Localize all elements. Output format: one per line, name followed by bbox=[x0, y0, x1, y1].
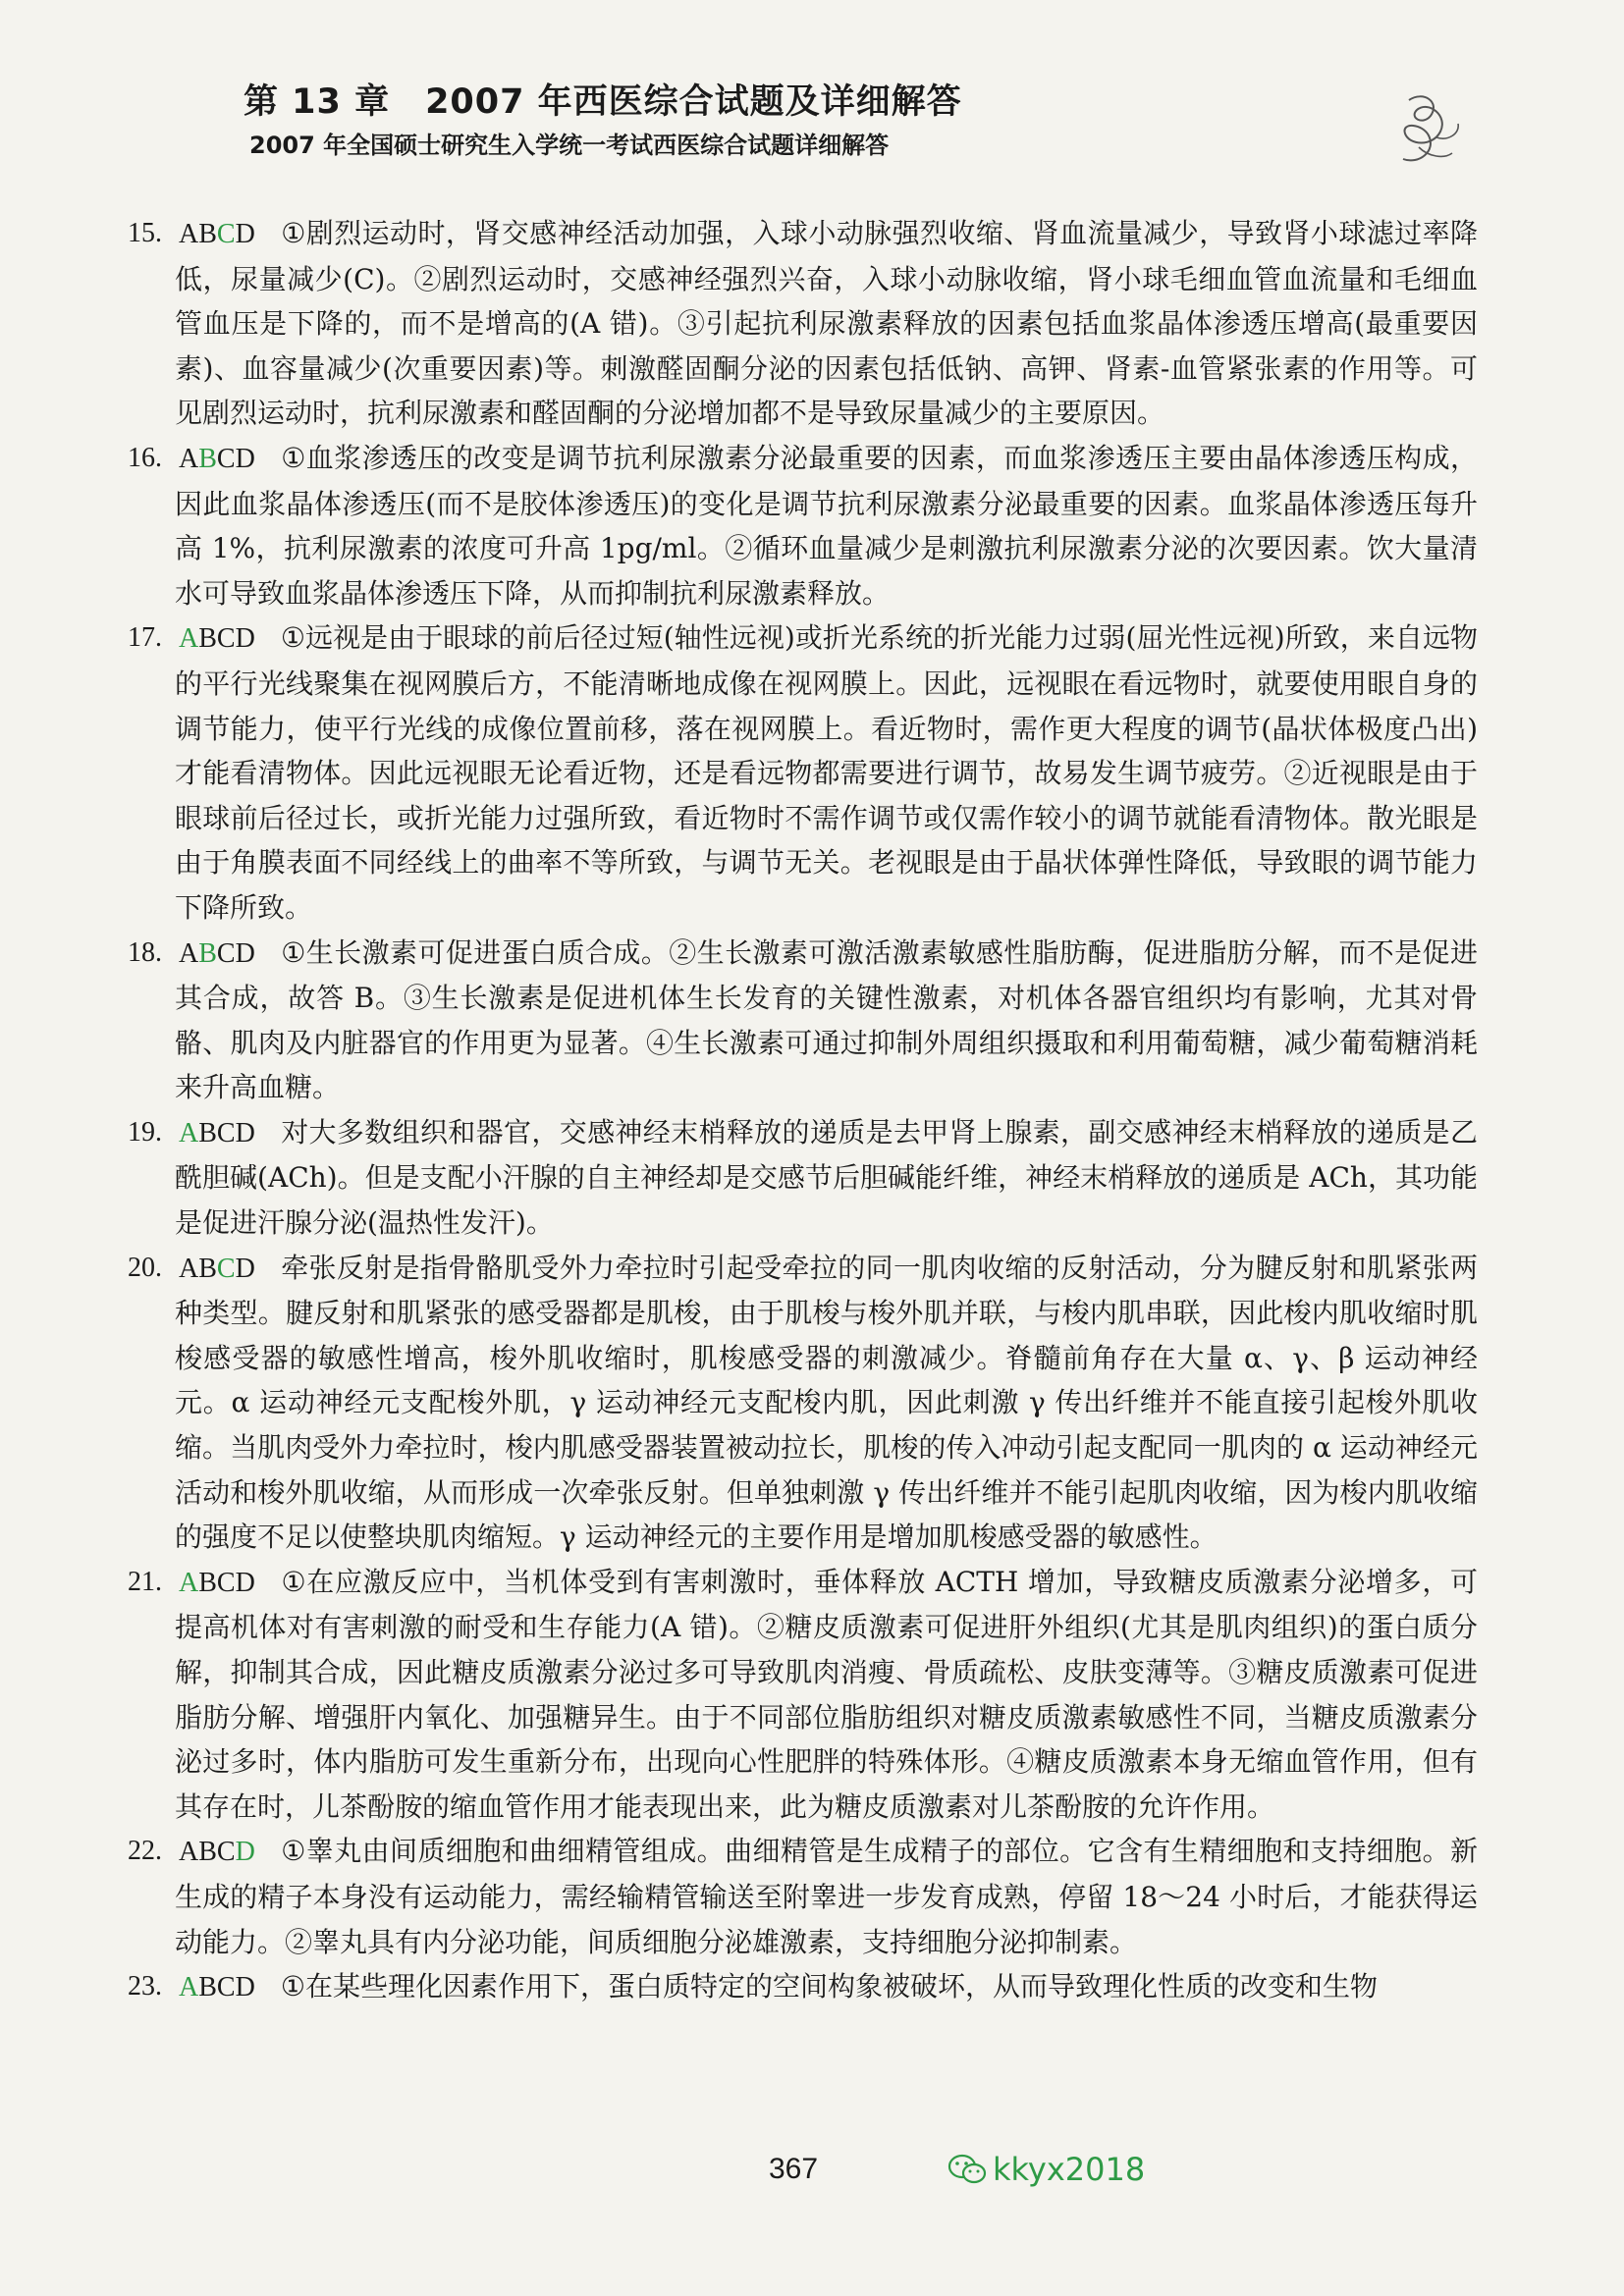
answer-item bbox=[128, 615, 1478, 930]
choice-letter: D bbox=[235, 1972, 255, 2003]
answer-item bbox=[128, 1560, 1478, 1830]
choice-letter: A bbox=[179, 1253, 199, 1284]
answer-choices bbox=[179, 623, 255, 654]
explanation-text: 牵张反射是指骨骼肌受外力牵拉时引起受牵拉的同一肌肉收缩的反射活动，分为腱反射和肌紧张两种类型。腱反射和肌紧张的感受器都是肌梭，由于肌梭与梭外肌并联，与梭内肌串联，因此梭内肌收缩时肌梭感受器的敏感性增高，梭外肌收缩时，肌梭感受器的刺激减少。脊髓前角存在大量 α、γ、β 运动神经元。α 运动神经元支配梭外肌，γ 运动神经元支配梭内肌，因此刺激 γ 传出纤维并不能直接引起梭外肌收缩。当肌肉受外力牵拉时，梭内肌感受器装置被动拉长，肌梭的传入冲动引起支配同一肌肉的 α 运动神经元活动和梭外肌收缩，从而形成一次牵张反射。但单独刺激 γ 传出纤维并不能引起肌肉收缩，因为梭内肌收缩的强度不足以使整块肌肉缩短。γ 运动神经元的主要作用是增加肌梭感受器的敏感性。 bbox=[175, 1251, 1478, 1554]
choice-letter: C bbox=[216, 1972, 236, 2003]
correct-choice-letter: A bbox=[179, 1972, 199, 2003]
page-number: 367 bbox=[769, 2153, 819, 2185]
answer-choices bbox=[179, 938, 255, 969]
answer-item bbox=[128, 1829, 1478, 1964]
choice-letter: C bbox=[216, 443, 236, 474]
choice-letter: C bbox=[216, 1567, 236, 1598]
chapter-title: 第 13 章 2007 年西医综合试题及详细解答 bbox=[244, 82, 962, 122]
page-footer bbox=[0, 2150, 1624, 2199]
question-number: 18. bbox=[128, 936, 162, 968]
choice-letter: A bbox=[179, 443, 199, 474]
explanation-text: ①睾丸由间质细胞和曲细精管组成。曲细精管是生成精子的部位。它含有生精细胞和支持细胞。新生成的精子本身没有运动能力，需经输精管输送至附睾进一步发育成熟，停留 18～24 小时后，才能获得运动能力。②睾丸具有内分泌功能，间质细胞分泌雄激素，支持细胞分泌抑制素。 bbox=[175, 1835, 1478, 1958]
choice-letter: D bbox=[235, 219, 255, 249]
answer-choices bbox=[179, 1837, 255, 1867]
question-number: 19. bbox=[128, 1116, 162, 1148]
correct-choice-letter: C bbox=[216, 1253, 236, 1284]
correct-choice-letter: C bbox=[216, 219, 236, 249]
choice-letter: C bbox=[216, 623, 236, 655]
explanation-text: ①生长激素可促进蛋白质合成。②生长激素可激活激素敏感性脂肪酶，促进脂肪分解，而不是促进其合成，故答 B。③生长激素是促进机体生长发育的关键性激素，对机体各器官组织均有影响，尤其对骨骼、肌肉及内脏器官的作用更为显著。④生长激素可通过抑制外周组织摄取和利用葡萄糖，减少葡萄糖消耗来升高血糖。 bbox=[175, 935, 1478, 1104]
choice-letter: D bbox=[235, 937, 255, 969]
choice-letter: D bbox=[235, 1117, 255, 1148]
chapter-subtitle: 2007 年全国硕士研究生入学统一考试西医综合试题详细解答 bbox=[249, 132, 890, 159]
choice-letter: B bbox=[198, 1837, 217, 1868]
answer-item bbox=[128, 211, 1478, 436]
explanation-text: ①在应激反应中，当机体受到有害刺激时，垂体释放 ACTH 增加，导致糖皮质激素分泌增多，可提高机体对有害刺激的耐受和生存能力(A 错)。②糖皮质激素可促进肝外组织(尤其是肌肉组织)的蛋白质分解，抑制其合成，因此糖皮质激素分泌过多可导致肌肉消瘦、骨质疏松、皮肤变薄等。③糖皮质激素可促进脂肪分解、增强肝内氧化、加强糖异生。由于不同部位脂肪组织对糖皮质激素敏感性不同，当糖皮质激素分泌过多时，体内脂肪可发生重新分布，出现向心性肥胖的特殊体形。④糖皮质激素本身无缩血管作用，但有其存在时，儿茶酚胺的缩血管作用才能表现出来，此为糖皮质激素对儿茶酚胺的允许作用。 bbox=[175, 1565, 1478, 1823]
choice-letter: B bbox=[198, 1972, 217, 2003]
question-number: 17. bbox=[128, 622, 162, 654]
choice-letter: B bbox=[198, 219, 217, 249]
correct-choice-letter: B bbox=[198, 443, 217, 474]
answer-choices bbox=[179, 444, 255, 474]
choice-letter: C bbox=[216, 937, 236, 969]
page-header bbox=[244, 79, 1422, 165]
choice-letter: D bbox=[235, 1253, 255, 1284]
answer-choices bbox=[179, 1118, 255, 1148]
question-number: 20. bbox=[128, 1252, 162, 1283]
choice-letter: C bbox=[216, 1117, 236, 1148]
answer-choices bbox=[179, 1972, 255, 2002]
question-number: 16. bbox=[128, 442, 162, 473]
correct-choice-letter: A bbox=[179, 623, 199, 655]
choice-letter: B bbox=[198, 1253, 217, 1284]
answer-choices bbox=[179, 1254, 255, 1284]
choice-letter: D bbox=[235, 623, 255, 655]
question-number: 22. bbox=[128, 1836, 162, 1867]
answer-item bbox=[128, 931, 1478, 1110]
choice-letter: B bbox=[198, 1567, 217, 1598]
choice-letter: A bbox=[179, 219, 199, 249]
choice-letter: D bbox=[235, 443, 255, 474]
correct-choice-letter: A bbox=[179, 1567, 199, 1598]
choice-letter: A bbox=[179, 937, 199, 969]
question-number: 23. bbox=[128, 1971, 162, 2002]
explanation-text: ①血浆渗透压的改变是调节抗利尿激素分泌最重要的因素，而血浆渗透压主要由晶体渗透压构成，因此血浆晶体渗透压(而不是胶体渗透压)的变化是调节抗利尿激素分泌最重要的因素。血浆晶体渗透压每升高 1%，抗利尿激素的浓度可升高 1pg/ml。②循环血量减少是刺激抗利尿激素分泌的次要因素。饮大量清水可导致血浆晶体渗透压下降，从而抑制抗利尿激素释放。 bbox=[175, 441, 1478, 610]
question-number: 15. bbox=[128, 218, 162, 248]
answer-item bbox=[128, 1246, 1478, 1560]
choice-letter: A bbox=[179, 1837, 199, 1868]
explanation-text: ①在某些理化因素作用下，蛋白质特定的空间构象被破坏，从而导致理化性质的改变和生物 bbox=[280, 1970, 1378, 2003]
question-number: 21. bbox=[128, 1566, 162, 1597]
answer-choices bbox=[179, 1568, 255, 1598]
choice-letter: B bbox=[198, 623, 217, 655]
answer-item bbox=[128, 1964, 1478, 2010]
explanation-text: ①远视是由于眼球的前后径过短(轴性远视)或折光系统的折光能力过弱(屈光性远视)所致，来自远物的平行光线聚集在视网膜后方，不能清晰地成像在视网膜上。因此，远视眼在看远物时，就要使用眼自身的调节能力，使平行光线的成像位置前移，落在视网膜上。看近物时，需作更大程度的调节(晶状体极度凸出)才能看清物体。因此远视眼无论看近物，还是看远物都需要进行调节，故易发生调节疲劳。②近视眼是由于眼球前后径过长，或折光能力过强所致，看近物时不需作调节或仅需作较小的调节就能看清物体。散光眼是由于角膜表面不同经线上的曲率不等所致，与调节无关。老视眼是由于晶状体弹性降低，导致眼的调节能力下降所致。 bbox=[175, 621, 1478, 924]
correct-choice-letter: B bbox=[198, 937, 217, 969]
answers-list bbox=[128, 211, 1478, 2010]
explanation-text: 对大多数组织和器官，交感神经末梢释放的递质是去甲肾上腺素，副交感神经末梢释放的递质是乙酰胆碱(ACh)。但是支配小汗腺的自主神经却是交感节后胆碱能纤维，神经末梢释放的递质是 ACh，其功能是促进汗腺分泌(温热性发汗)。 bbox=[175, 1115, 1478, 1240]
handwritten-scribble-icon bbox=[1380, 88, 1470, 177]
answer-item bbox=[128, 1110, 1478, 1246]
answer-choices bbox=[179, 219, 255, 249]
correct-choice-letter: D bbox=[235, 1837, 255, 1868]
correct-choice-letter: A bbox=[179, 1117, 199, 1148]
wechat-icon bbox=[947, 2153, 987, 2186]
choice-letter: B bbox=[198, 1117, 217, 1148]
explanation-text: ①剧烈运动时，肾交感神经活动加强，入球小动脉强烈收缩、肾血流量减少，导致肾小球滤过率降低，尿量减少(C)。②剧烈运动时，交感神经强烈兴奋，入球小动脉收缩，肾小球毛细血管血流量和毛细血管血压是下降的，而不是增高的(A 错)。③引起抗利尿激素释放的因素包括血浆晶体渗透压增高(最重要因素)、血容量减少(次重要因素)等。刺激醛固酮分泌的因素包括低钠、高钾、肾素-血管紧张素的作用等。可见剧烈运动时，抗利尿激素和醛固酮的分泌增加都不是导致尿量减少的主要原因。 bbox=[175, 217, 1478, 430]
watermark bbox=[947, 2150, 1145, 2189]
answer-item bbox=[128, 436, 1478, 615]
choice-letter: C bbox=[216, 1837, 236, 1868]
choice-letter: D bbox=[235, 1567, 255, 1598]
watermark-text: kkyx2018 bbox=[993, 2151, 1146, 2188]
